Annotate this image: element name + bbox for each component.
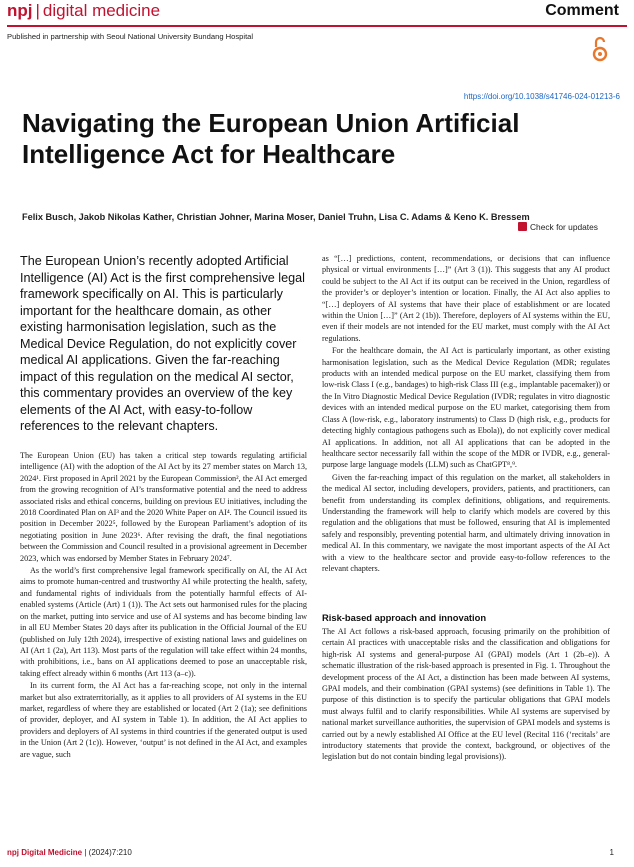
body-paragraph: In its current form, the AI Act has a far-reaching scope, not only in the internal market but also extraterritorially, as it applies to all providers of AI systems in the EU market, regardless of where they are established or located (Art 2 (1a); see definitions of provider, deployer, and AI system in Table 1). In addition, the AI Act applies to providers and deployers of AI systems in third countries if the generated output is used in the Union (Art 2 (1c)). However, ‘output’ is not defined in the AI Act, and examples are vague, such <box>20 681 307 759</box>
article-title: Navigating the European Union Artificial Intelligence Act for Healthcare <box>22 108 520 169</box>
body-paragraph: Given the far-reaching impact of this regulation on the market, all stakeholders in the medical AI sector, including developers, providers, patients, and practitioners, can benefit from understanding its complex definitions, obligations, and requirements. Understanding the framework will help to clarify which models are covered by this regulation and the obligations that must be followed, ensuring that AI is implemented safely and responsibly, preventing potential harm, and ultimately driving innovation in medical AI. In this commentary, we navigate the most important aspects of the AI Act with a view to the healthcare sector and provide easy-to-follow references to the relevant chapters. <box>322 472 610 573</box>
partner-note: Published in partnership with Seoul National University Bundang Hospital <box>7 32 254 41</box>
abstract: The European Union’s recently adopted Artificial Intelligence (AI) Act is the first comprehensive legal framework specifically on AI. This is particularly important for the healthcare domain, as other existing harmonisation legislation, such as the Medical Device Regulation, do not explicitly cover medical AI applications. Given the far-reaching impact of this regulation on the medical AI sector, this commentary provides an overview of the key elements of the AI Act, with easy-to-follow references to the relevant chapters. <box>20 254 305 433</box>
section-label: Comment <box>545 2 619 19</box>
journal-header <box>0 0 634 24</box>
page-number: 1 <box>609 848 614 857</box>
body-paragraph: as “[…] predictions, content, recommendations, or decisions that can influence physical or virtual environments […]” (Art 3 (1)). This suggests that any AI product could be subject to the AI Act if its output can be received in the Union, regardless of the provider’s or deployer’s intention or location. Finally, the AI Act also applies to “[…] deployers of AI systems that have their place of establishment or are located within the Union […]” (Art 2 (1b)). Therefore, deployers of AI systems within the EU, even if their models are not intended for the EU market, must comply with the AI Act regulations. <box>322 254 610 343</box>
author-list[interactable]: Felix Busch, Jakob Nikolas Kather, Christian Johner, Marina Moser, Daniel Truhn, Lisa C. Adams & Keno K. Bressem <box>22 212 530 222</box>
check-updates-button[interactable] <box>518 222 598 232</box>
body-paragraph: For the healthcare domain, the AI Act is particularly important, as other existing harmonisation legislation, such as the Medical Device Regulation (MDR; regulates products with an intended medical purpose on the EU market, classifying them from low-risk Class I (e.g., bandages) to high-risk Class III (e.g., implantable pacemaker)) or the In Vitro Diagnostic Medical Device Regulation (IVDR; regulates in vitro diagnostic devices with an intended medical purpose on the EU market, categorising them from Class A (low-risk, e.g., laboratory instruments) to Class D (high risk, e.g., products for detecting highly contagious pathogens such as Ebola)), do not explicitly cover medical AI applications. In addition, not all AI applications that can be adopted in the healthcare sector necessarily fall within the scope of the MDR or IVDR, e.g., general-purpose large language models (LLM) such as ChatGPT⁸,⁹. <box>322 346 610 470</box>
journal-brand: npj <box>7 1 33 20</box>
check-updates-label: Check for updates <box>530 222 598 232</box>
section-heading: Risk-based approach and innovation <box>322 612 487 623</box>
header-rule <box>7 25 627 27</box>
body-paragraph: The AI Act follows a risk-based approach, focusing primarily on the prohibition of certain AI practices with unacceptable risks and the classification and obligations for high-risk AI systems and general-purpose AI (GPAI) models (Art 1 (2b–e)). A schematic illustration of the risk-based approach is presented in Fig. 1. Throughout the development process of the AI Act, a distinction has been made between AI systems, GPAI models, and their combination (GPAI systems) (see definitions in Table 1). The purpose of this distinction is to specify the particular obligations that GPAI models must always fulfil and to clarify responsibilities. While AI systems are supervised by national market surveillance authorities, the supervision of GPAI models and systems is carried out by a newly established AI Office at the EU level (Recital 116 (‘recitals’ are introductory statements that provide the context, background, or objectives of the legislation but do not contain binding legal provisions)). <box>322 627 610 762</box>
footer-volume: | (2024)7:210 <box>84 848 132 857</box>
body-paragraph: The European Union (EU) has taken a critical step towards regulating artificial intelligence (AI) with the adoption of the AI Act by its 27 member states on March 13, 2024¹. First proposed in April 2021 by the European Commission², the AI Act emerged from the growing recognition of AI’s transformative potential and the need to address associated risks and ethical concerns, building on previous EU initiatives, including the 2018 Coordinated Plan on AI³ and the 2020 White Paper on AI⁴. The Council issued its position in December 2022⁵, followed by the European Parliament’s adoption of its negotiating position in June 2023⁶. After revising the draft, the final negotiations between the Commission and Council resulted in a provisional agreement in December 2023, which was endorsed by Member States in February 2024⁷. <box>20 451 307 563</box>
check-updates-icon <box>518 222 527 231</box>
journal-separator: | <box>35 1 40 20</box>
footer-journal: npj Digital Medicine <box>7 848 83 857</box>
journal-name: digital medicine <box>42 1 161 20</box>
open-access-icon[interactable] <box>592 35 608 63</box>
body-paragraph: As the world’s first comprehensive legal framework specifically on AI, the AI Act aims to promote human-centred and trustworthy AI while protecting the health, safety, and fundamental rights of individuals from the potentially harmful effects of AI-enabled systems (Article (Art) 1 (1)). The Act sets out harmonised rules for the placing on the market, putting into service and use of AI systems and has become binding law in all EU Member States 20 days after its publication in the Official Journal of the EU (published on July 12th 2024), irrespective of existing national laws and guidelines on AI (Art 1 (2a), Art 113). Most parts of the regulation will take effect within 24 months, with prohibitions, i.e., bans on AI applications deemed to pose an unacceptable risk, taking effect already within 6 months (Art 113 (a–c)). <box>20 566 307 678</box>
body-column-right-lower <box>322 626 610 763</box>
body-column-left <box>20 450 307 760</box>
body-column-right <box>322 253 610 574</box>
doi-link[interactable]: https://doi.org/10.1038/s41746-024-01213-6 <box>463 92 620 101</box>
journal-logo[interactable] <box>7 1 160 21</box>
footer-citation <box>7 848 132 857</box>
